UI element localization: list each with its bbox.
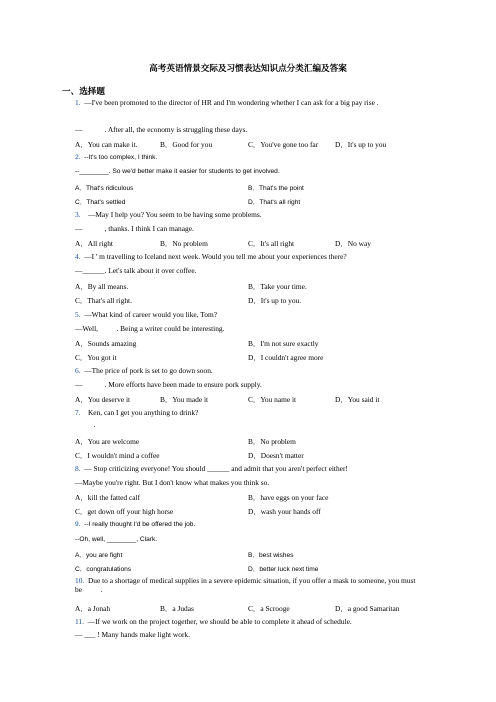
question-9-answer-line: --Oh, well, ________, Clark. [75, 536, 158, 543]
question-text: —I've been promoted to the director of HR and I'm wondering whether I can ask for a big pay rise . [84, 98, 379, 107]
option-c[interactable]: C．a Scrooge [248, 604, 290, 613]
question-number: 7. [75, 408, 81, 417]
question-number: 2. [75, 154, 81, 161]
option-c[interactable]: C．That's settled [75, 199, 126, 206]
question-9 [75, 520, 435, 529]
option-a[interactable]: A．Sounds amazing [75, 339, 137, 348]
option-b[interactable]: B．best wishes [248, 552, 294, 559]
option-c[interactable]: C．I wouldn't mind a coffee [75, 451, 160, 460]
question-text: --I really thought I'd be offered the job. [84, 521, 196, 528]
option-c[interactable]: C．You got it [75, 353, 117, 362]
question-11-answer-line: — ___ ! Many hands make light work. [75, 630, 190, 639]
option-c[interactable]: C．It's all right [248, 239, 295, 248]
option-a[interactable]: A．you are fight [75, 552, 123, 559]
option-b[interactable]: B．No problem [160, 239, 208, 248]
option-b[interactable]: B．That's the point [248, 185, 304, 192]
question-2-answer-line: --________. So we'd better make it easier for students to get involved. [75, 168, 280, 175]
question-6 [75, 366, 435, 375]
question-5-answer-line: —Well, . Being a writer could be interesting. [75, 324, 225, 333]
question-5 [75, 310, 435, 319]
question-number: 1. [75, 98, 81, 107]
page-title: 高考英语情景交际及习惯表达知识点分类汇编及答案 [149, 63, 347, 73]
option-d[interactable]: D．It's up to you. [248, 296, 302, 305]
question-4 [75, 252, 435, 261]
question-number: 8. [75, 464, 81, 473]
question-2 [75, 153, 435, 162]
question-text: —May I help you? You seem to be having some problems. [87, 210, 262, 219]
question-10 [75, 576, 437, 594]
option-b[interactable]: B．have eggs on your face [248, 493, 329, 502]
question-3-answer-line: — , thanks. I think I can manage. [75, 224, 194, 233]
question-number: 10. [75, 576, 85, 585]
option-a[interactable]: A．That's ridiculous [75, 185, 134, 192]
option-a[interactable]: A．a Jonah [75, 604, 111, 613]
question-1-answer-line: — . After all, the economy is struggling these days. [75, 125, 248, 134]
option-b[interactable]: B．a Judas [160, 604, 194, 613]
option-d[interactable]: D．No way [335, 239, 371, 248]
question-number: 3. [75, 210, 81, 219]
option-c[interactable]: C．You name it [248, 395, 297, 404]
question-text: —I ' m travelling to Iceland next week. Would you tell me about your experiences there? [84, 252, 347, 261]
option-c[interactable]: C．That's all right. [75, 296, 132, 305]
option-a[interactable]: A．You can make it. [75, 140, 138, 149]
option-a[interactable]: A．You deserve it [75, 395, 131, 404]
question-text: Ken, can I get you anything to drink? [87, 408, 199, 417]
question-8 [75, 464, 435, 473]
question-number: 9. [75, 521, 81, 528]
option-d[interactable]: D．You said it [335, 395, 380, 404]
option-a[interactable]: A．All right [75, 239, 113, 248]
option-c[interactable]: C．get down off your high horse [75, 507, 174, 516]
section-heading: 一、选择题 [62, 86, 105, 96]
question-number: 4. [75, 252, 81, 261]
option-b[interactable]: B．No problem [248, 437, 296, 446]
option-b[interactable]: B．You made it [160, 395, 209, 404]
question-6-answer-line: — . More efforts have been made to ensure pork supply. [75, 380, 262, 389]
question-number: 5. [75, 310, 81, 319]
question-3 [75, 210, 435, 219]
option-d[interactable]: D．a good Samaritan [335, 604, 400, 613]
option-a[interactable]: A．By all means. [75, 282, 129, 291]
option-d[interactable]: D．It's up to you [335, 140, 387, 149]
option-d[interactable]: D．Doesn't matter [248, 451, 304, 460]
option-b[interactable]: B．I'm not sure exactly [248, 339, 319, 348]
question-text: — Stop criticizing everyone! You should ______ and admit that you aren't perfect either! [84, 464, 348, 473]
option-c[interactable]: C．congratulations [75, 566, 132, 573]
question-text: Due to a shortage of medical supplies in a severe epidemic situation, if you offer a mask to someone, you must be . [75, 576, 416, 594]
question-number: 6. [75, 366, 81, 375]
question-4-answer-line: —______. Let's talk about it over coffee. [75, 266, 197, 275]
option-b[interactable]: B．Good for you [160, 140, 213, 149]
question-8-answer-line: —Maybe you're right. But I don't know what makes you think so. [75, 478, 270, 487]
question-text: —If we work on the project together, we should be able to complete it ahead of schedule. [87, 617, 352, 626]
question-1 [75, 98, 437, 107]
question-11 [75, 617, 435, 626]
option-d[interactable]: D．wash your hands off [248, 507, 321, 516]
option-c[interactable]: C．You've gone too far [248, 140, 319, 149]
option-a[interactable]: A．kill the fatted calf [75, 493, 141, 502]
question-7 [75, 408, 435, 417]
option-d[interactable]: D．better luck next time [248, 566, 319, 573]
question-text: --It's too complex, I think. [84, 154, 158, 161]
question-text: —What kind of career would you like, Tom? [84, 310, 217, 319]
option-a[interactable]: A．You are welcome [75, 437, 140, 446]
option-d[interactable]: D．I couldn't agree more [248, 353, 324, 362]
option-b[interactable]: B．Take your time. [248, 282, 307, 291]
question-text: —The price of pork is set to go down soon. [84, 366, 213, 375]
question-7-answer-line: . [75, 420, 96, 429]
question-number: 11. [75, 617, 84, 626]
option-d[interactable]: D．That's all right [248, 199, 301, 206]
